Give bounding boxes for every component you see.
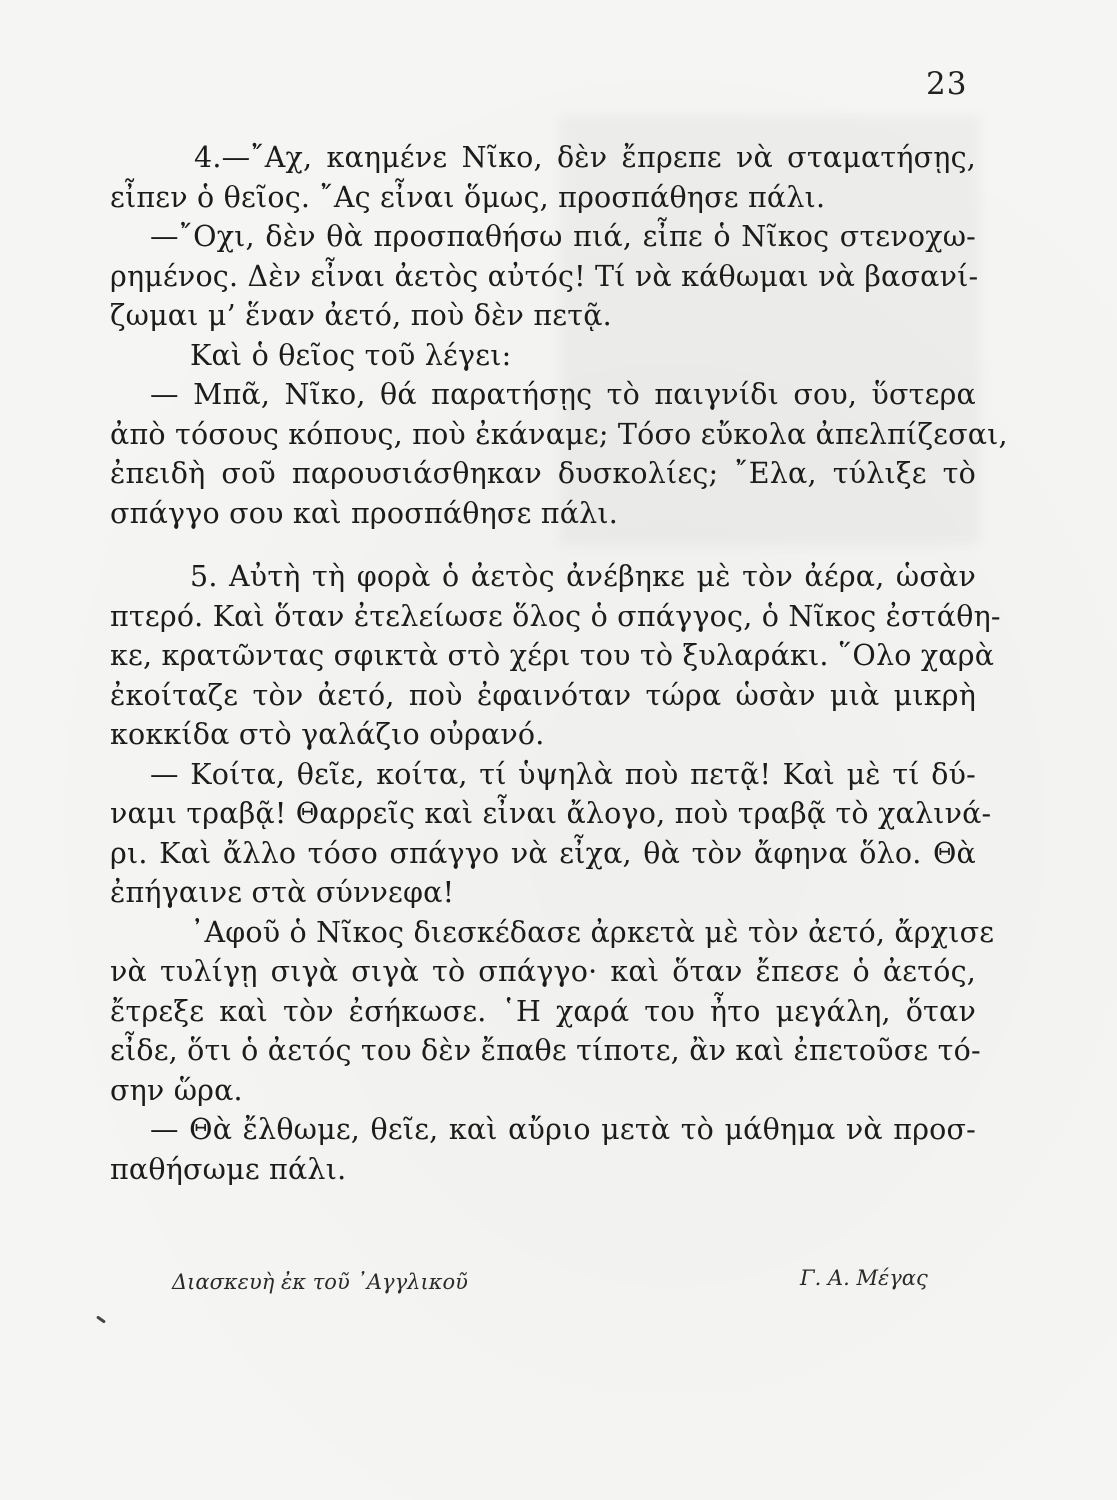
page-number: 23 [926,66,968,102]
text-line: ρι. Καὶ ἄλλο τόσο σπάγγο νὰ εἶχα, θὰ τὸν ἄφηνα ὅλο. Θὰ [110,836,976,870]
source-attribution: Διασκευὴ ἐκ τοῦ ᾿Αγγλικοῦ [172,1270,468,1294]
text-line: ναμι τραβᾷ! Θαρρεῖς καὶ εἶναι ἄλογο, ποὺ τραβᾷ τὸ χαλινά- [110,797,992,830]
author-attribution: Γ. Α. Μέγας [800,1266,928,1290]
story-text [110,138,1008,1189]
text-line: ᾿Αφοῦ ὁ Νῖκος διεσκέδασε ἀρκετὰ μὲ τὸν ἀετό, ἄρχισε [190,915,995,949]
text-line: — Κοίτα, θεῖε, κοίτα, τί ὑψηλὰ ποὺ πετᾷ! Καὶ μὲ τί δύ- [150,757,976,791]
text-line: Καὶ ὁ θεῖος τοῦ λέγει: [190,338,512,372]
text-line: παθήσωμε πάλι. [110,1152,347,1186]
text-line: σπάγγο σου καὶ προσπάθησε πάλι. [110,496,619,530]
text-line: σην ὥρα. [110,1073,243,1107]
text-line: εἶπεν ὁ θεῖος. ῎Ας εἶναι ὅμως, προσπάθησε πάλι. [110,180,826,214]
text-line: κοκκίδα στὸ γαλάζιο οὐρανό. [110,718,545,751]
ink-speck [96,1315,106,1323]
text-line: κε, κρατῶντας σφικτὰ στὸ χέρι του τὸ ξυλαράκι. ῞Ολο χαρὰ [110,639,995,672]
text-line: 4.—῎Αχ, καημένε Νῖκο, δὲν ἔπρεπε νὰ σταματήσῃς, [194,141,976,174]
text-line: ρημένος. Δὲν εἶναι ἀετὸς αὐτός! Τί νὰ κάθωμαι νὰ βασανί- [110,259,979,293]
text-line: ζωμαι μ’ ἕναν ἀετό, ποὺ δὲν πετᾷ. [110,299,612,332]
text-line: ἔτρεξε καὶ τὸν ἐσήκωσε. ῾Η χαρά του ἦτο μεγάλη, ὅταν [110,994,976,1028]
text-line: εἶδε, ὅτι ὁ ἀετός του δὲν ἔπαθε τίποτε, ἂν καὶ ἐπετοῦσε τό- [110,1034,981,1067]
text-line: —῎Οχι, δὲν θὰ προσπαθήσω πιά, εἶπε ὁ Νῖκος στενοχω- [150,220,976,253]
text-line: ἐκοίταζε τὸν ἀετό, ποὺ ἐφαινόταν τώρα ὡσὰν μιὰ μικρὴ [110,678,976,712]
text-line: νὰ τυλίγῃ σιγὰ σιγὰ τὸ σπάγγο· καὶ ὅταν ἔπεσε ὁ ἀετός, [110,955,976,988]
text-line: ἀπὸ τόσους κόπους, ποὺ ἐκάναμε; Τόσο εὔκολα ἀπελπίζεσαι, [110,417,1008,451]
text-line: ἐπειδὴ σοῦ παρουσιάσθηκαν δυσκολίες; ῎Ελα, τύλιξε τὸ [110,457,976,490]
text-line: — Θὰ ἔλθωμε, θεῖε, καὶ αὔριο μετὰ τὸ μάθημα νὰ προσ- [150,1113,976,1146]
text-line: 5. Αὐτὴ τὴ φορὰ ὁ ἀετὸς ἀνέβηκε μὲ τὸν ἀέρα, ὡσὰν [190,560,976,593]
text-line: πτερό. Καὶ ὅταν ἐτελείωσε ὅλος ὁ σπάγγος, ὁ Νῖκος ἐστάθη- [110,599,1001,633]
text-line: — Μπᾶ, Νῖκο, θά παρατήσῃς τὸ παιγνίδι σου, ὕστερα [150,378,976,411]
text-line: ἐπήγαινε στὰ σύννεφα! [110,876,455,909]
paragraph-gap [110,533,976,557]
